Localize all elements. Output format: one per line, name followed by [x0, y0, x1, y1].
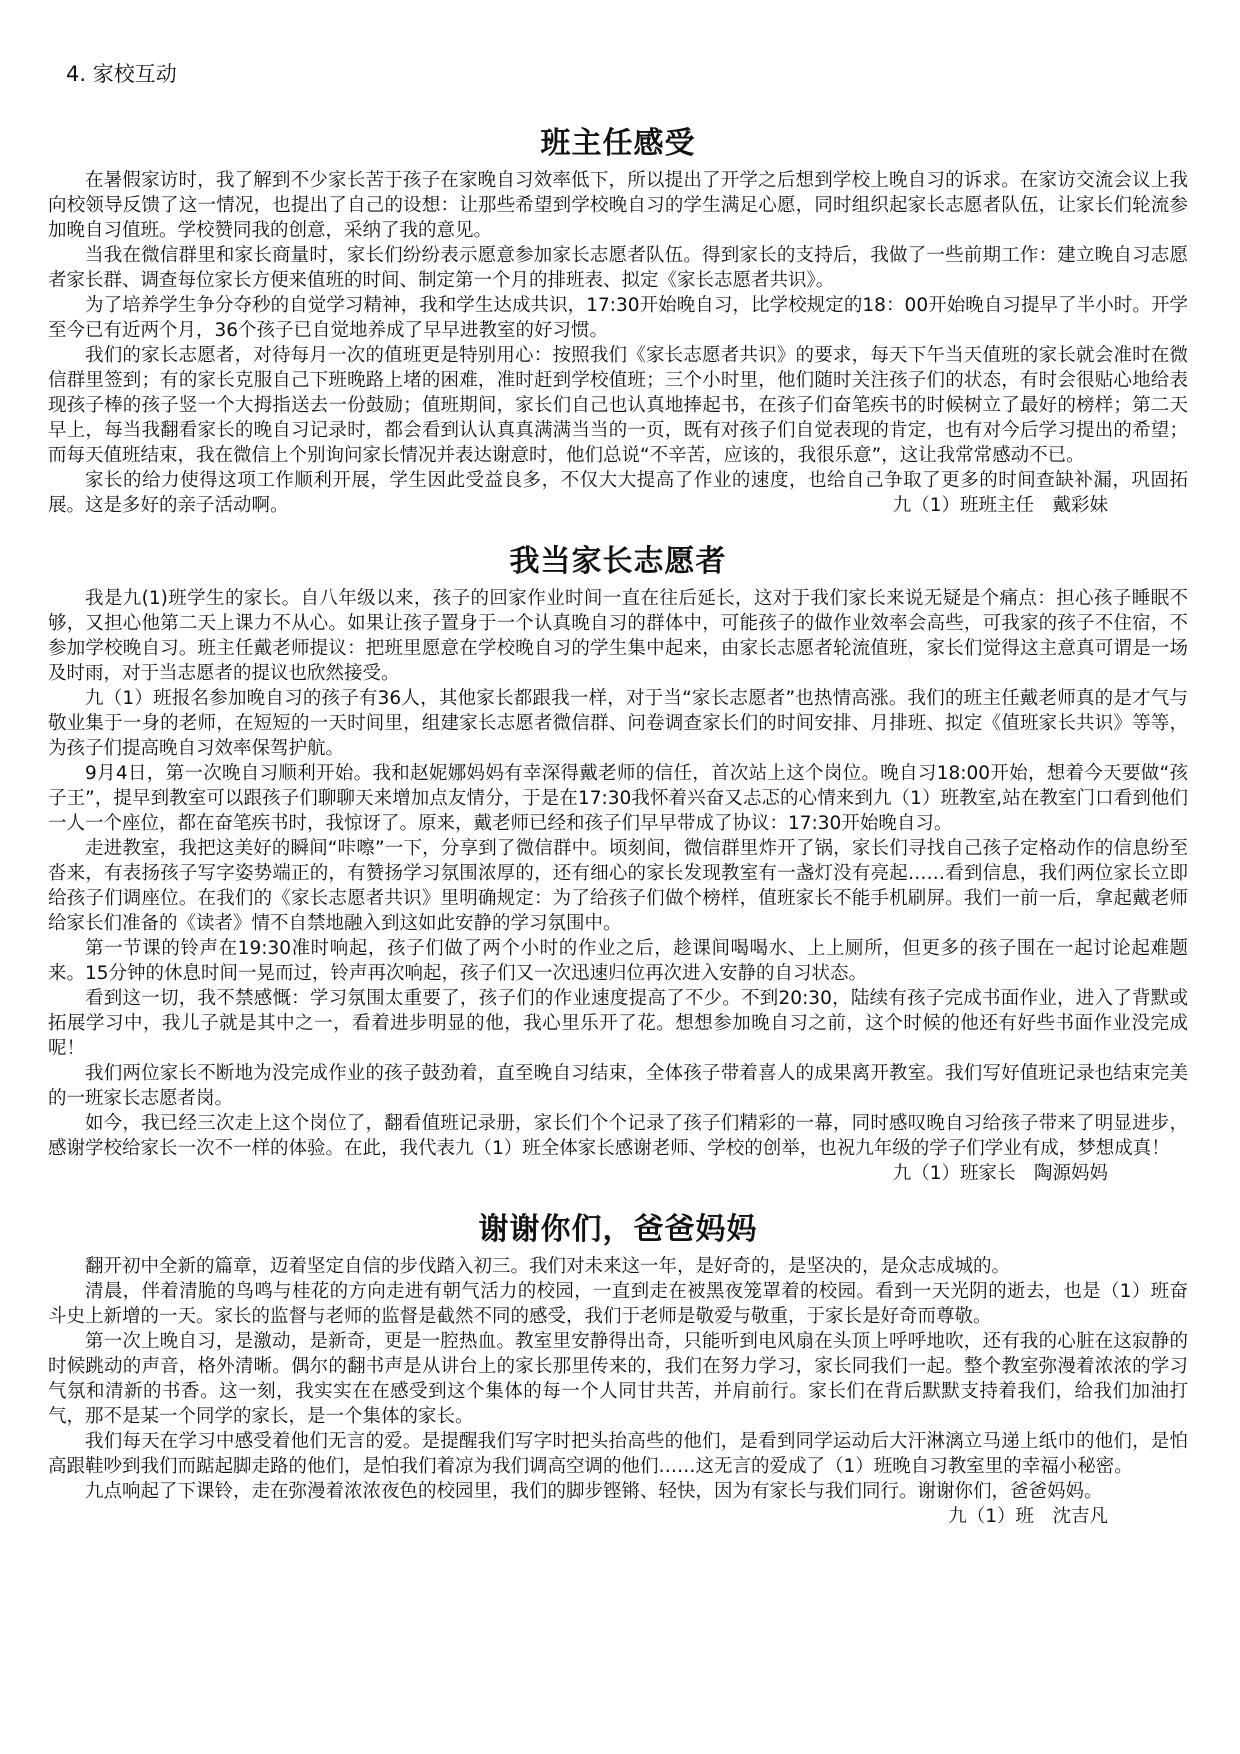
paragraph-with-signature	[48, 468, 1188, 518]
paragraph: 翻开初中全新的篇章，迈着坚定自信的步伐踏入初三。我们对未来这一年，是好奇的，是坚决的，是众志成城的。	[85, 1256, 1011, 1277]
article-student-thanks	[48, 1204, 1188, 1529]
paragraph: 在暑假家访时，我了解到不少家长苦于孩子在家晚自习效率低下，所以提出了开学之后想到学校上晚自习的诉求。在家访交流会议上我向校领导反馈了这一情况，也提出了自己的设想：让那些希望到学校晚自习的学生满足心愿，同时组织起家长志愿者队伍，让家长们轮流参加晚自习值班。学校赞同我的创意，采纳了我的意见。	[48, 170, 1188, 241]
article-title: 谢谢你们，爸爸妈妈	[478, 1212, 758, 1247]
signature: 九（1）班 沈吉凡	[948, 1506, 1108, 1527]
paragraph: 第一次上晚自习，是激动，是新奇，更是一腔热血。教室里安静得出奇，只能听到电风扇在头顶上呼呼地吹，还有我的心脏在这寂静的时候跳动的声音，格外清晰。偶尔的翻书声是从讲台上的家长那里传来的，我们在努力学习，家长同我们一起。整个教室弥漫着浓浓的学习气氛和清新的书香。这一刻，我实实在在感受到这个集体的每一个人同甘共苦，并肩前行。家长们在背后默默支持着我们，给我们加油打气，那不是某一个同学的家长，是一个集体的家长。	[48, 1331, 1188, 1427]
paragraph: 我们每天在学习中感受着他们无言的爱。是提醒我们写字时把头抬高些的他们，是看到同学运动后大汗淋漓立马递上纸巾的他们，是怕高跟鞋吵到我们而踮起脚走路的他们，是怕我们着凉为我们调高空调的他们……这无言的爱成了（1）班晚自习教室里的幸福小秘密。	[48, 1431, 1188, 1477]
article-title: 我当家长志愿者	[509, 544, 727, 579]
paragraph: 走进教室，我把这美好的瞬间“咔嚓”一下，分享到了微信群中。顷刻间，微信群里炸开了锅，家长们寻找自己孩子定格动作的信息纷至沓来，有表扬孩子写字姿势端正的，有赞扬学习氛围浓厚的，还有细心的家长发现教室有一盏灯没有亮起……看到信息，我们两位家长立即给孩子们调座位。在我们的《家长志愿者共识》里明确规定：为了给孩子们做个榜样，值班家长不能手机刷屏。我们一前一后，拿起戴老师给家长们准备的《读者》情不自禁地融入到这如此安静的学习氛围中。	[48, 838, 1188, 934]
paragraph-with-signature	[48, 1111, 1188, 1184]
article-parent-volunteer	[48, 536, 1188, 1186]
signature: 九（1）班班主任 戴彩妹	[892, 495, 1108, 516]
article-head-teacher	[48, 118, 1188, 518]
paragraph: 清晨，伴着清脆的鸟鸣与桂花的方向走进有朝气活力的校园，一直到走在被黑夜笼罩着的校园。看到一天光阴的逝去，也是（1）班奋斗史上新增的一天。家长的监督与老师的监督是截然不同的感受，我们于老师是敬爱与敬重，于家长是好奇而尊敬。	[48, 1281, 1188, 1327]
paragraph-with-signature	[48, 1479, 1188, 1527]
signature: 九（1）班家长 陶源妈妈	[892, 1163, 1108, 1184]
paragraph: 第一节课的铃声在19:30准时响起，孩子们做了两个小时的作业之后，趁课间喝喝水、上上厕所，但更多的孩子围在一起讨论起难题来。15分钟的休息时间一晃而过，铃声再次响起，孩子们又一次迅速归位再次进入安静的自习状态。	[48, 938, 1188, 984]
paragraph: 我们的家长志愿者，对待每月一次的值班更是特别用心：按照我们《家长志愿者共识》的要求，每天下午当天值班的家长就会准时在微信群里签到；有的家长克服自己下班晚路上堵的困难，准时赶到学校值班；三个小时里，他们随时关注孩子们的状态，有时会很贴心地给表现孩子棒的孩子竖一个大拇指送去一份鼓励；值班期间，家长们自己也认真地捧起书，在孩子们奋笔疾书的时候树立了最好的榜样；第二天早上，每当我翻看家长的晚自习记录时，都会看到认认真真满满当当的一页，既有对孩子们自觉表现的肯定，也有对今后学习提出的希望；而每天值班结束，我在微信上个别询问家长情况并表达谢意时，他们总说“不辛苦，应该的，我很乐意”，这让我常常感动不已。	[48, 345, 1188, 466]
section-label: 4. 家校互动	[66, 62, 177, 86]
paragraph-text: 如今，我已经三次走上这个岗位了，翻看值班记录册，家长们个个记录了孩子们精彩的一幕，同时感叹晚自习给孩子带来了明显进步，感谢学校给家长一次不一样的体验。在此，我代表九（1）班全体家长感谢老师、学校的创举，也祝九年级的学子们学业有成，梦想成真！	[48, 1113, 1188, 1159]
paragraph: 看到这一切，我不禁感慨：学习氛围太重要了，孩子们的作业速度提高了不少。不到20:30，陆续有孩子完成书面作业，进入了背默或拓展学习中，我儿子就是其中之一，看着进步明显的他，我心里乐开了花。想想参加晚自习之前，这个时候的他还有好些书面作业没完成呢！	[48, 988, 1188, 1059]
paragraph-text: 九点响起了下课铃，走在弥漫着浓浓夜色的校园里，我们的脚步铿锵、轻快，因为有家长与我们同行。谢谢你们，爸爸妈妈。	[85, 1481, 1103, 1502]
paragraph: 9月4日，第一次晚自习顺利开始。我和赵妮娜妈妈有幸深得戴老师的信任，首次站上这个岗位。晚自习18:00开始，想着今天要做“孩子王”，提早到教室可以跟孩子们聊聊天来增加点友情分，于是在17:30我怀着兴奋又忐忑的心情来到九（1）班教室,站在教室门口看到他们一人一个座位，都在奋笔疾书时，我惊讶了。原来，戴老师已经和孩子们早早带成了协议：17:30开始晚自习。	[48, 763, 1188, 834]
paragraph-text: 家长的给力使得这项工作顺利开展，学生因此受益良多，不仅大大提高了作业的速度，也给自己争取了更多的时间查缺补漏，巩固拓展。这是多好的亲子活动啊。	[48, 470, 1188, 516]
document-page	[48, 58, 1188, 1547]
article-title: 班主任感受	[540, 126, 696, 161]
paragraph: 我是九(1)班学生的家长。自八年级以来，孩子的回家作业时间一直在往后延长，这对于我们家长来说无疑是个痛点：担心孩子睡眠不够，又担心他第二天上课力不从心。如果让孩子置身于一个认真晚自习的群体中，可能孩子的做作业效率会高些，可我家的孩子不住宿，不参加学校晚自习。班主任戴老师提议：把班里愿意在学校晚自习的学生集中起来，由家长志愿者轮流值班，家长们觉得这主意真可谓是一场及时雨，对于当志愿者的提议也欣然接受。	[48, 588, 1188, 684]
paragraph: 我们两位家长不断地为没完成作业的孩子鼓劲着，直至晚自习结束，全体孩子带着喜人的成果离开教室。我们写好值班记录也结束完美的一班家长志愿者岗。	[48, 1063, 1188, 1109]
paragraph: 当我在微信群里和家长商量时，家长们纷纷表示愿意参加家长志愿者队伍。得到家长的支持后，我做了一些前期工作：建立晚自习志愿者家长群、调查每位家长方便来值班的时间、制定第一个月的排班表、拟定《家长志愿者共识》。	[48, 245, 1188, 291]
paragraph: 九（1）班报名参加晚自习的孩子有36人，其他家长都跟我一样，对于当“家长志愿者”也热情高涨。我们的班主任戴老师真的是才气与敬业集于一身的老师，在短短的一天时间里，组建家长志愿者微信群、问卷调查家长们的时间安排、月排班、拟定《值班家长共识》等等，为孩子们提高晚自习效率保驾护航。	[48, 688, 1188, 759]
paragraph: 为了培养学生争分夺秒的自觉学习精神，我和学生达成共识，17:30开始晚自习，比学校规定的18：00开始晚自习提早了半小时。开学至今已有近两个月，36个孩子已自觉地养成了早早进教室的好习惯。	[48, 295, 1188, 341]
